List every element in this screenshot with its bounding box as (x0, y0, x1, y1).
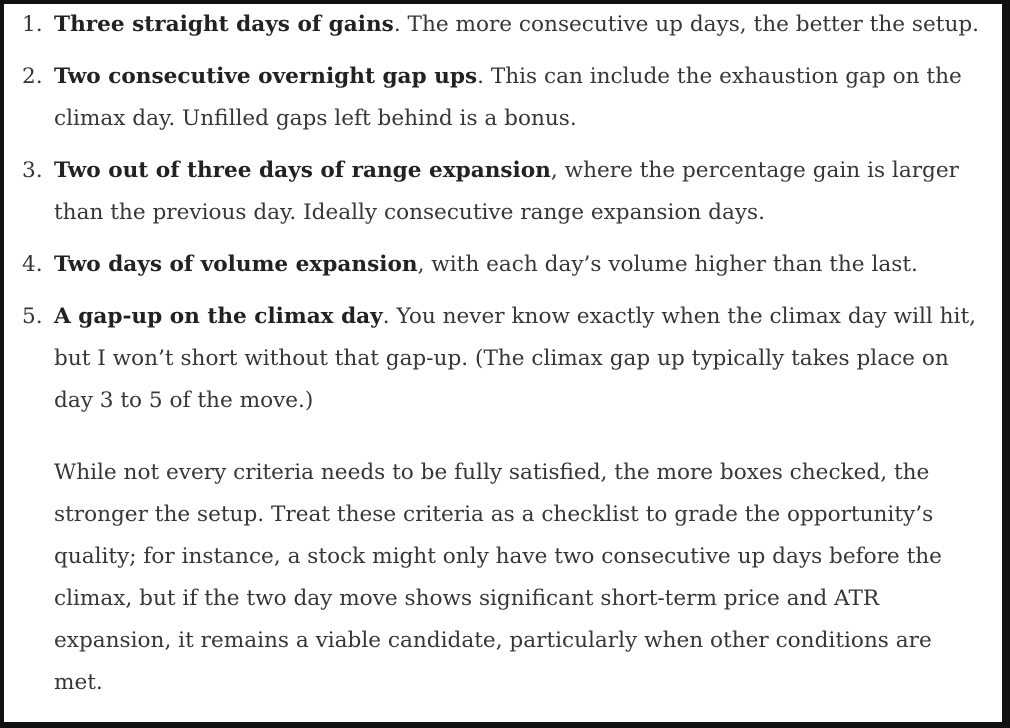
list-item-heading: A gap-up on the climax day (54, 304, 383, 329)
list-item (4, 296, 1002, 422)
list-item-number: 5. (22, 304, 43, 329)
list-item-heading: Three straight days of gains (54, 12, 394, 37)
list-item-number: 1. (22, 12, 43, 37)
criteria-list (4, 4, 1002, 422)
list-item-text: , with each day’s volume higher than the last. (417, 252, 918, 277)
list-item (4, 244, 1002, 286)
list-item-number: 2. (22, 64, 43, 89)
list-item-number: 3. (22, 158, 43, 183)
list-item-text: , where the percentage gain is larger than the previous day. Ideally consecutive range expansion days. (54, 158, 959, 225)
list-item-text: . The more consecutive up days, the better the setup. (393, 12, 980, 37)
summary-paragraph: While not every criteria needs to be fully satisfied, the more boxes checked, the stronger the setup. Treat these criteria as a checklist to grade the opportunity’s quality; for instance, a stock might only have two consecutive up days before the climax, but if the two day move shows significant short-term price and ATR expansion, it remains a viable candidate, particularly when other conditions are met. (54, 460, 942, 695)
list-item-heading: Two days of volume expansion (54, 252, 418, 277)
list-item-heading: Two consecutive overnight gap ups (54, 64, 478, 89)
list-item (4, 150, 1002, 234)
article-frame (4, 4, 1002, 722)
list-item-heading: Two out of three days of range expansion (54, 158, 551, 183)
article-content (4, 4, 1002, 704)
list-item-text: . You never know exactly when the climax day will hit, but I won’t short without that gap-up. (The climax gap up typically takes place on day 3 to 5 of the move.) (54, 304, 977, 413)
list-item-text: . This can include the exhaustion gap on the climax day. Unfilled gaps left behind is a bonus. (54, 64, 962, 131)
list-item-number: 4. (22, 252, 43, 277)
list-item (4, 4, 1002, 46)
list-item (4, 56, 1002, 140)
